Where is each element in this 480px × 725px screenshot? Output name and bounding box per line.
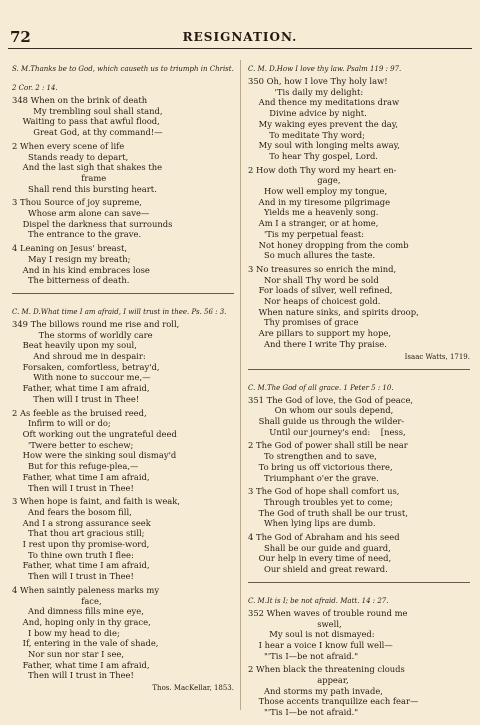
hymn-line: frame <box>12 172 107 183</box>
hymn-epigraph: What time I am afraid, I will trust in thee. Ps. 56 : 3. <box>40 307 227 316</box>
hymn-line: I rest upon thy promise-word, <box>12 539 150 550</box>
hymn-line: Dispel the darkness that surrounds <box>12 218 173 229</box>
hymn-line: Our help in every time of need, <box>248 553 392 564</box>
hymn-line: Those accents tranquilize each fear— <box>248 696 419 707</box>
page-header <box>8 28 472 46</box>
page-number: 72 <box>10 28 31 46</box>
hymn-stanza <box>248 165 470 261</box>
hymn-line: "'Tis I—be not afraid." <box>248 650 359 661</box>
hymn-line: To meditate Thy word; <box>248 129 365 140</box>
hymn-line: Not honey dropping from the comb <box>248 239 409 250</box>
hymn-epigraph-line <box>12 299 234 318</box>
hymn-line: Great God, at thy command!— <box>12 127 163 138</box>
hymn-line: And storms my path invade, <box>248 685 383 696</box>
hymn-stanza <box>248 608 470 662</box>
hymn-line: gage, <box>248 175 341 186</box>
hymn-line: Yields me a heavenly song. <box>248 207 379 218</box>
hymn <box>12 56 234 286</box>
hymn-epigraph: The God of all grace. 1 Peter 5 : 10. <box>266 383 394 392</box>
hymn-line: Father, what time I am afraid, <box>12 471 150 482</box>
column-divider <box>240 60 241 710</box>
hymn-line: For loads of silver, well refined, <box>248 285 393 296</box>
hymn-line: And thence my meditations draw <box>248 97 400 108</box>
hymn-epigraph: Thanks be to God, which causeth us to triumph in Christ. 2 Cor. 2 : 14. <box>12 65 234 92</box>
hymn-stanza <box>248 264 470 350</box>
page-title: RESIGNATION. <box>182 30 298 44</box>
hymn-stanza <box>12 141 234 195</box>
hymn-stanza <box>12 243 234 286</box>
hymn-line: Until our journey's end: [ness, <box>248 426 406 437</box>
hymn-line: My soul is not dismayed: <box>248 629 375 640</box>
hymn-line: Then will I trust in Thee! <box>12 670 134 681</box>
hymn-line: If, entering in the vale of shade, <box>12 638 159 649</box>
hymn <box>248 56 470 362</box>
hymn-line: Stands ready to depart, <box>12 151 129 162</box>
hymn-line: Waiting to pass that awful flood, <box>12 116 160 127</box>
hymn-stanza <box>12 408 234 494</box>
hymn-line: 4 When saintly paleness marks my <box>12 584 160 595</box>
hymn-line: The entrance to the grave. <box>12 229 142 240</box>
hymn-line: 2 When black the threatening clouds <box>248 664 405 675</box>
hymn-line: And fears the bosom fill, <box>12 506 132 517</box>
hymn-line: When lying lips are dumb. <box>248 518 376 529</box>
hymn-line: 4 The God of Abraham and his seed <box>248 532 400 543</box>
hymn-line: appear, <box>248 675 349 686</box>
hymn-line: swell, <box>248 618 342 629</box>
hymn-line: Am I a stranger, or at home, <box>248 218 379 229</box>
hymn-line: Nor shall Thy word be sold <box>248 274 379 285</box>
hymn-line: And, hoping only in thy grace, <box>12 616 151 627</box>
hymn-line: 3 Thou Source of joy supreme, <box>12 197 142 208</box>
hymn-line: Then will I trust in Thee! <box>12 482 134 493</box>
hymn-line: 2 When every scene of life <box>12 140 125 151</box>
hymn-line: Shall be our guide and guard, <box>248 542 391 553</box>
hymn-line: 351 The God of love, the God of peace, <box>248 394 414 405</box>
hymn-line: But for this refuge-plea,— <box>12 461 139 472</box>
hymn-line: My waking eyes prevent the day, <box>248 118 398 129</box>
hymn-meter: C. M. D. <box>12 307 41 316</box>
hymn-line: 3 When hope is faint, and faith is weak, <box>12 496 181 507</box>
hymn-author: Thos. MacKellar, 1853. <box>152 684 234 693</box>
hymn-line: Infirm to will or do; <box>12 418 111 429</box>
hymn-line: Beat heavily upon my soul, <box>12 340 137 351</box>
hymn-epigraph: How I love thy law. Psalm 119 : 97. <box>276 65 402 73</box>
hymn-line: My trembling soul shall stand, <box>12 105 163 116</box>
hymn-epigraph-line <box>248 588 470 607</box>
hymn-stanza <box>12 496 234 582</box>
hymn-line: Father, what time I am afraid, <box>12 383 150 394</box>
hymn-line: Whose arm alone can save— <box>12 208 150 219</box>
hymn-meter: C. M. <box>248 596 267 605</box>
hymn <box>248 582 470 718</box>
hymn-epigraph-line <box>248 56 470 75</box>
hymn-stanza <box>12 197 234 240</box>
header-rule <box>8 48 472 49</box>
hymn-line: And I a strong assurance seek <box>12 517 151 528</box>
hymn-line: 2 The God of power shall still be near <box>248 440 408 451</box>
hymn-stanza <box>248 395 470 438</box>
hymn-line: To hear Thy gospel, Lord. <box>248 150 378 161</box>
hymn-line: "'Tis I—be not afraid." <box>248 707 359 718</box>
hymn-line: Thy promises of grace <box>248 317 359 328</box>
hymn-line: 'Tis daily my delight: <box>248 86 364 97</box>
hymn-stanza <box>12 319 234 405</box>
hymn-line: 348 When on the brink of death <box>12 95 148 105</box>
hymn-line: Divine advice by night. <box>248 108 367 119</box>
hymn-meter: S. M. <box>12 65 31 73</box>
hymn-line: The God of truth shall be our trust, <box>248 507 408 518</box>
hymn-stanza <box>248 532 470 575</box>
hymn-stanza <box>248 440 470 483</box>
hymn-line: 352 When waves of trouble round me <box>248 607 408 618</box>
hymn-line: Father, what time I am afraid, <box>12 659 150 670</box>
hymn-line: 2 How doth Thy word my heart en- <box>248 164 397 175</box>
hymn-line: When nature sinks, and spirits droop, <box>248 306 419 317</box>
hymn-meter: C. M. D. <box>248 65 277 73</box>
hymn-line: The bitterness of death. <box>12 275 130 286</box>
hymn-line: Through troubles yet to come; <box>248 496 393 507</box>
hymn-line: 2 As feeble as the bruised reed, <box>12 407 147 418</box>
hymn-line: To strengthen and to save, <box>248 451 377 462</box>
hymn-line: 4 Leaning on Jesus' breast, <box>12 243 127 254</box>
hymn-line: And in his kind embraces lose <box>12 264 150 275</box>
hymn-stanza <box>248 664 470 718</box>
hymn-line: 350 Oh, how I love Thy holy law! <box>248 76 388 86</box>
hymn-line: Are pillars to support my hope, <box>248 328 391 339</box>
hymn-author: Isaac Watts, 1719. <box>404 352 470 361</box>
hymn-line: 'Tis my perpetual feast: <box>248 228 365 239</box>
left-column <box>12 56 234 700</box>
hymn-line: Then will I trust in Thee! <box>12 393 140 404</box>
hymn-epigraph-line <box>248 375 470 394</box>
hymn-line: Shall guide us through the wilder- <box>248 415 405 426</box>
hymn <box>12 293 234 693</box>
hymn-line: And there I write Thy praise. <box>248 338 387 349</box>
hymn-line: May I resign my breath; <box>12 253 131 264</box>
hymn-line: To thine own truth I flee: <box>12 549 134 560</box>
hymn-line: 'Twere better to eschew; <box>12 439 134 450</box>
hymn-line: Forsaken, comfortless, betray'd, <box>12 361 160 372</box>
hymn-stanza <box>248 486 470 529</box>
hymn-line: Triumphant o'er the grave. <box>248 472 379 483</box>
hymn-line: So much allures the taste. <box>248 250 376 261</box>
hymn-line: That thou art gracious still; <box>12 528 145 539</box>
right-column <box>248 56 470 725</box>
hymn <box>248 369 470 575</box>
hymn-line: And the last sigh that shakes the <box>12 162 163 173</box>
hymn-line: face, <box>12 595 102 606</box>
hymn-line: On whom our souls depend, <box>248 405 394 416</box>
hymn-line: And in my tiresome pilgrimage <box>248 196 391 207</box>
hymn-line: The storms of worldly care <box>12 329 153 340</box>
hymn-line: How well employ my tongue, <box>248 186 388 197</box>
hymn-line: Our shield and great reward. <box>248 564 388 575</box>
hymn-line: To bring us off victorious there, <box>248 461 393 472</box>
hymn-stanza <box>248 76 470 162</box>
hymn-stanza <box>12 95 234 138</box>
hymn-stanza <box>12 585 234 681</box>
hymn-line: Then will I trust in Thee! <box>12 571 134 582</box>
hymn-line: 349 The billows round me rise and roll, <box>12 318 180 329</box>
hymn-line: Oft working out the ungrateful deed <box>12 428 177 439</box>
hymn-epigraph: It is I; be not afraid. Matt. 14 : 27. <box>266 596 389 605</box>
hymn-line: 3 The God of hope shall comfort us, <box>248 486 400 497</box>
hymn-epigraph-line <box>12 56 234 94</box>
hymn-meter: C. M. <box>248 383 267 392</box>
hymn-line: I bow my head to die; <box>12 627 120 638</box>
hymn-line: With none to succour me,— <box>12 372 151 383</box>
hymn-line: Nor sun nor star I see, <box>12 649 125 660</box>
hymn-line: Father, what time I am afraid, <box>12 560 150 571</box>
hymn-line: Shall rend this bursting heart. <box>12 183 157 194</box>
hymn-line: My soul with longing melts away, <box>248 140 400 151</box>
hymn-line: And dimness fills mine eye, <box>12 606 144 617</box>
hymn-line: 3 No treasures so enrich the mind, <box>248 263 397 274</box>
hymn-line: I hear a voice I know full well— <box>248 639 393 650</box>
hymn-line: How were the sinking soul dismay'd <box>12 450 177 461</box>
hymn-line: Nor heaps of choicest gold. <box>248 296 381 307</box>
hymn-line: And shroud me in despair: <box>12 351 146 362</box>
